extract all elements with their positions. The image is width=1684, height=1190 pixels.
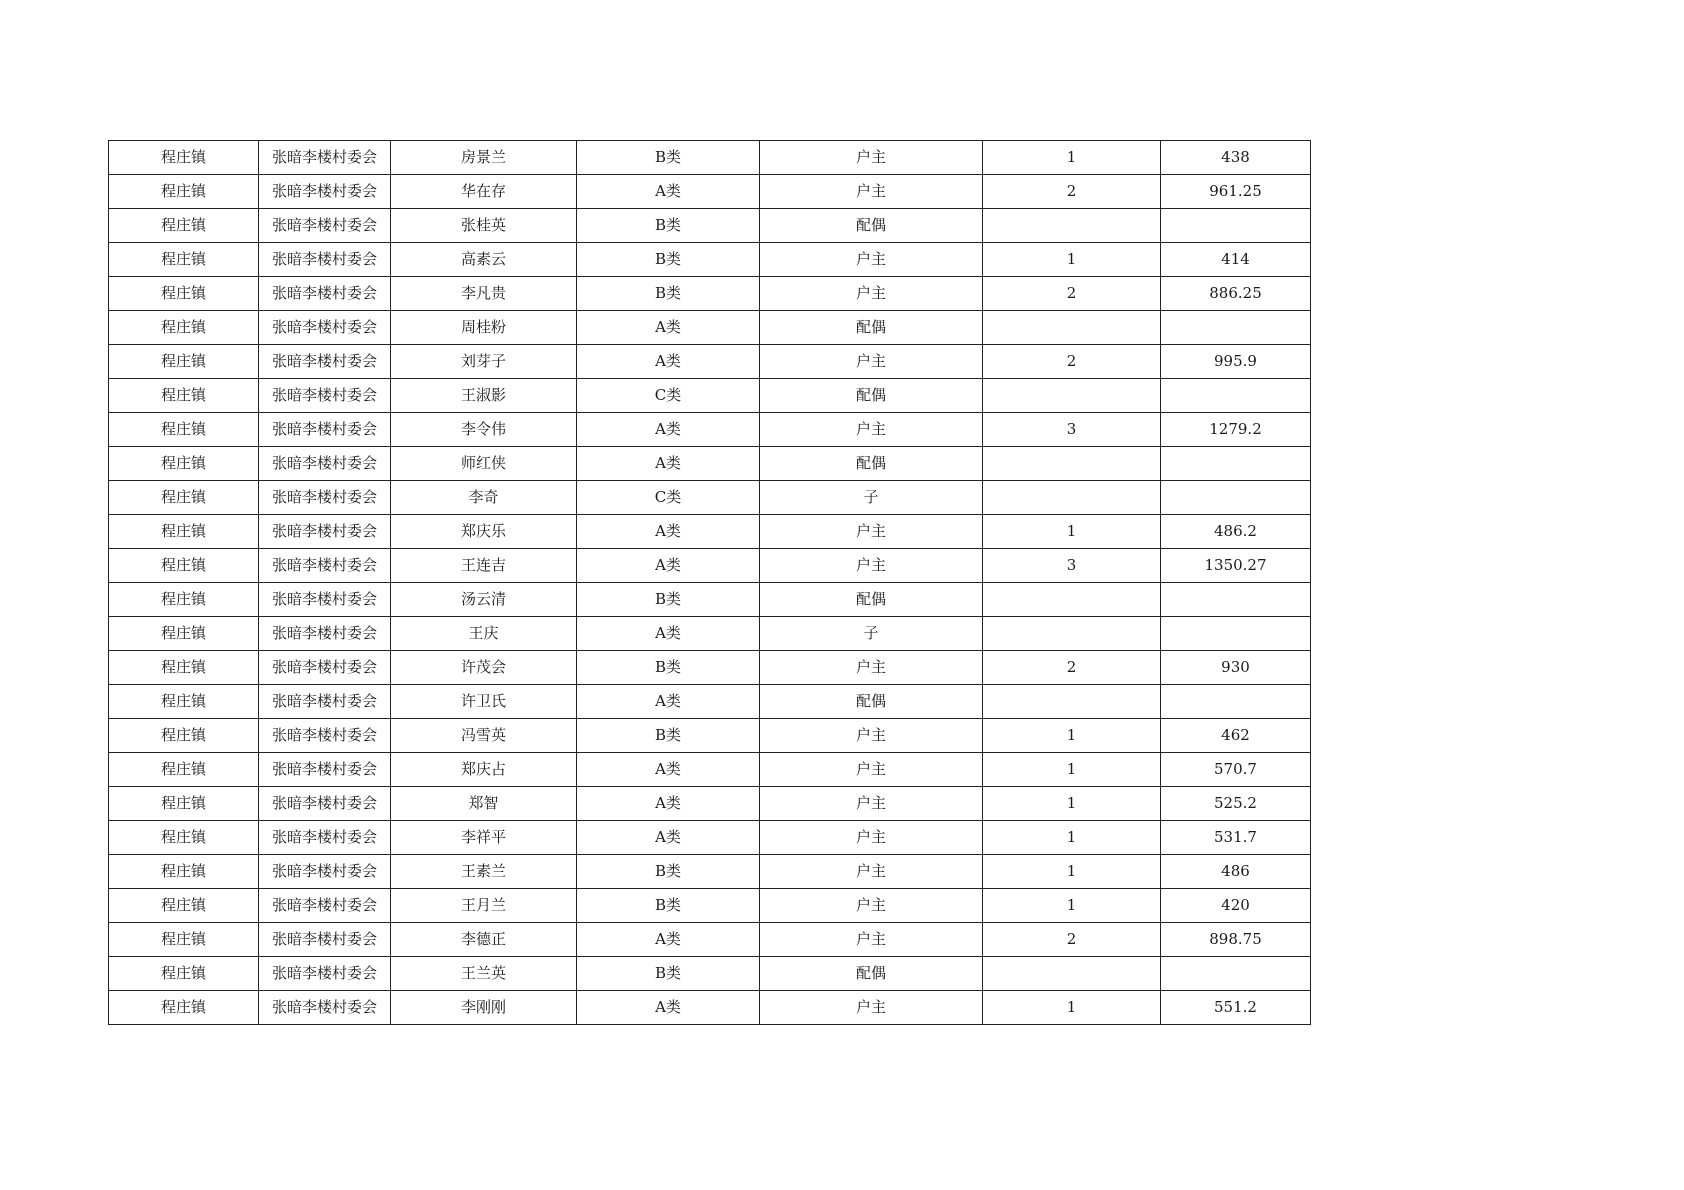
name-cell: 周桂粉	[391, 311, 577, 345]
name-cell: 刘芽子	[391, 345, 577, 379]
relation-cell: 配偶	[760, 311, 983, 345]
relation-cell: 户主	[760, 787, 983, 821]
amount-cell: 525.2	[1161, 787, 1311, 821]
household-size-cell: 1	[983, 753, 1161, 787]
name-cell: 李祥平	[391, 821, 577, 855]
household-size-cell	[983, 379, 1161, 413]
relation-cell: 配偶	[760, 583, 983, 617]
amount-cell: 486.2	[1161, 515, 1311, 549]
household-size-cell: 1	[983, 889, 1161, 923]
category-cell: A类	[577, 787, 760, 821]
table-row	[109, 719, 1311, 753]
household-size-cell: 3	[983, 549, 1161, 583]
name-cell: 郑庆占	[391, 753, 577, 787]
category-cell: A类	[577, 753, 760, 787]
name-cell: 许茂会	[391, 651, 577, 685]
town-cell: 程庄镇	[109, 923, 259, 957]
table-row	[109, 651, 1311, 685]
table-row	[109, 481, 1311, 515]
town-cell: 程庄镇	[109, 821, 259, 855]
category-cell: A类	[577, 821, 760, 855]
village-committee-cell: 张暗李楼村委会	[259, 413, 391, 447]
name-cell: 郑智	[391, 787, 577, 821]
relation-cell: 户主	[760, 719, 983, 753]
category-cell: A类	[577, 991, 760, 1025]
relation-cell: 户主	[760, 651, 983, 685]
village-committee-cell: 张暗李楼村委会	[259, 787, 391, 821]
amount-cell: 531.7	[1161, 821, 1311, 855]
relation-cell: 子	[760, 617, 983, 651]
relation-cell: 户主	[760, 515, 983, 549]
amount-cell: 995.9	[1161, 345, 1311, 379]
table-row	[109, 889, 1311, 923]
category-cell: A类	[577, 549, 760, 583]
household-size-cell: 2	[983, 651, 1161, 685]
household-size-cell: 2	[983, 345, 1161, 379]
household-size-cell	[983, 583, 1161, 617]
household-size-cell: 1	[983, 243, 1161, 277]
relation-cell: 户主	[760, 923, 983, 957]
village-committee-cell: 张暗李楼村委会	[259, 243, 391, 277]
household-size-cell	[983, 685, 1161, 719]
table-row	[109, 787, 1311, 821]
amount-cell: 886.25	[1161, 277, 1311, 311]
name-cell: 王兰英	[391, 957, 577, 991]
amount-cell: 551.2	[1161, 991, 1311, 1025]
amount-cell: 930	[1161, 651, 1311, 685]
village-committee-cell: 张暗李楼村委会	[259, 821, 391, 855]
town-cell: 程庄镇	[109, 889, 259, 923]
table-row	[109, 855, 1311, 889]
town-cell: 程庄镇	[109, 141, 259, 175]
village-committee-cell: 张暗李楼村委会	[259, 141, 391, 175]
household-size-cell: 1	[983, 991, 1161, 1025]
table-row	[109, 515, 1311, 549]
amount-cell: 462	[1161, 719, 1311, 753]
relation-cell: 户主	[760, 855, 983, 889]
town-cell: 程庄镇	[109, 957, 259, 991]
village-committee-cell: 张暗李楼村委会	[259, 651, 391, 685]
category-cell: B类	[577, 277, 760, 311]
category-cell: B类	[577, 855, 760, 889]
table-row	[109, 209, 1311, 243]
amount-cell	[1161, 481, 1311, 515]
town-cell: 程庄镇	[109, 311, 259, 345]
amount-cell: 898.75	[1161, 923, 1311, 957]
amount-cell	[1161, 685, 1311, 719]
household-size-cell: 3	[983, 413, 1161, 447]
village-committee-cell: 张暗李楼村委会	[259, 515, 391, 549]
table-row	[109, 413, 1311, 447]
household-size-cell: 2	[983, 277, 1161, 311]
table-body	[109, 141, 1311, 1025]
village-committee-cell: 张暗李楼村委会	[259, 685, 391, 719]
household-size-cell	[983, 311, 1161, 345]
amount-cell	[1161, 447, 1311, 481]
amount-cell: 961.25	[1161, 175, 1311, 209]
relation-cell: 子	[760, 481, 983, 515]
name-cell: 王连吉	[391, 549, 577, 583]
amount-cell	[1161, 617, 1311, 651]
amount-cell	[1161, 379, 1311, 413]
amount-cell	[1161, 209, 1311, 243]
household-size-cell	[983, 447, 1161, 481]
household-table	[108, 140, 1311, 1025]
name-cell: 李令伟	[391, 413, 577, 447]
village-committee-cell: 张暗李楼村委会	[259, 991, 391, 1025]
relation-cell: 户主	[760, 753, 983, 787]
village-committee-cell: 张暗李楼村委会	[259, 889, 391, 923]
town-cell: 程庄镇	[109, 243, 259, 277]
village-committee-cell: 张暗李楼村委会	[259, 481, 391, 515]
household-size-cell	[983, 617, 1161, 651]
town-cell: 程庄镇	[109, 481, 259, 515]
category-cell: A类	[577, 447, 760, 481]
name-cell: 王淑影	[391, 379, 577, 413]
village-committee-cell: 张暗李楼村委会	[259, 447, 391, 481]
relation-cell: 户主	[760, 243, 983, 277]
amount-cell: 438	[1161, 141, 1311, 175]
amount-cell: 486	[1161, 855, 1311, 889]
relation-cell: 配偶	[760, 685, 983, 719]
category-cell: A类	[577, 175, 760, 209]
town-cell: 程庄镇	[109, 685, 259, 719]
name-cell: 李德正	[391, 923, 577, 957]
village-committee-cell: 张暗李楼村委会	[259, 209, 391, 243]
town-cell: 程庄镇	[109, 413, 259, 447]
category-cell: A类	[577, 345, 760, 379]
name-cell: 高素云	[391, 243, 577, 277]
village-committee-cell: 张暗李楼村委会	[259, 345, 391, 379]
table-row	[109, 243, 1311, 277]
village-committee-cell: 张暗李楼村委会	[259, 583, 391, 617]
relation-cell: 配偶	[760, 447, 983, 481]
table-row	[109, 277, 1311, 311]
category-cell: A类	[577, 311, 760, 345]
relation-cell: 配偶	[760, 379, 983, 413]
table-row	[109, 991, 1311, 1025]
name-cell: 张桂英	[391, 209, 577, 243]
town-cell: 程庄镇	[109, 583, 259, 617]
name-cell: 师红侠	[391, 447, 577, 481]
category-cell: B类	[577, 719, 760, 753]
village-committee-cell: 张暗李楼村委会	[259, 311, 391, 345]
amount-cell: 420	[1161, 889, 1311, 923]
table-row	[109, 957, 1311, 991]
town-cell: 程庄镇	[109, 447, 259, 481]
relation-cell: 户主	[760, 413, 983, 447]
town-cell: 程庄镇	[109, 719, 259, 753]
category-cell: A类	[577, 515, 760, 549]
table-row	[109, 311, 1311, 345]
relation-cell: 户主	[760, 141, 983, 175]
table-row	[109, 821, 1311, 855]
village-committee-cell: 张暗李楼村委会	[259, 957, 391, 991]
table-row	[109, 583, 1311, 617]
town-cell: 程庄镇	[109, 345, 259, 379]
relation-cell: 户主	[760, 821, 983, 855]
relation-cell: 户主	[760, 175, 983, 209]
name-cell: 李奇	[391, 481, 577, 515]
village-committee-cell: 张暗李楼村委会	[259, 175, 391, 209]
village-committee-cell: 张暗李楼村委会	[259, 549, 391, 583]
town-cell: 程庄镇	[109, 209, 259, 243]
town-cell: 程庄镇	[109, 549, 259, 583]
village-committee-cell: 张暗李楼村委会	[259, 379, 391, 413]
village-committee-cell: 张暗李楼村委会	[259, 753, 391, 787]
name-cell: 许卫氏	[391, 685, 577, 719]
name-cell: 房景兰	[391, 141, 577, 175]
household-size-cell: 1	[983, 787, 1161, 821]
town-cell: 程庄镇	[109, 617, 259, 651]
household-size-cell: 1	[983, 719, 1161, 753]
amount-cell	[1161, 957, 1311, 991]
household-size-cell: 2	[983, 175, 1161, 209]
name-cell: 王素兰	[391, 855, 577, 889]
category-cell: B类	[577, 957, 760, 991]
table-row	[109, 447, 1311, 481]
name-cell: 汤云清	[391, 583, 577, 617]
amount-cell	[1161, 583, 1311, 617]
relation-cell: 户主	[760, 889, 983, 923]
household-size-cell: 1	[983, 821, 1161, 855]
category-cell: A类	[577, 413, 760, 447]
household-size-cell: 2	[983, 923, 1161, 957]
category-cell: C类	[577, 379, 760, 413]
village-committee-cell: 张暗李楼村委会	[259, 923, 391, 957]
table-row	[109, 345, 1311, 379]
town-cell: 程庄镇	[109, 175, 259, 209]
village-committee-cell: 张暗李楼村委会	[259, 855, 391, 889]
town-cell: 程庄镇	[109, 651, 259, 685]
table-row	[109, 617, 1311, 651]
category-cell: B类	[577, 583, 760, 617]
name-cell: 李刚刚	[391, 991, 577, 1025]
name-cell: 冯雪英	[391, 719, 577, 753]
household-size-cell	[983, 957, 1161, 991]
category-cell: A类	[577, 685, 760, 719]
name-cell: 华在存	[391, 175, 577, 209]
table-row	[109, 753, 1311, 787]
household-size-cell: 1	[983, 141, 1161, 175]
amount-cell: 1350.27	[1161, 549, 1311, 583]
table-row	[109, 141, 1311, 175]
category-cell: B类	[577, 651, 760, 685]
town-cell: 程庄镇	[109, 515, 259, 549]
table-row	[109, 549, 1311, 583]
household-size-cell	[983, 481, 1161, 515]
town-cell: 程庄镇	[109, 753, 259, 787]
amount-cell: 414	[1161, 243, 1311, 277]
category-cell: C类	[577, 481, 760, 515]
name-cell: 王月兰	[391, 889, 577, 923]
category-cell: B类	[577, 209, 760, 243]
category-cell: B类	[577, 243, 760, 277]
household-size-cell	[983, 209, 1161, 243]
relation-cell: 户主	[760, 345, 983, 379]
category-cell: B类	[577, 141, 760, 175]
category-cell: A类	[577, 923, 760, 957]
village-committee-cell: 张暗李楼村委会	[259, 617, 391, 651]
relation-cell: 户主	[760, 277, 983, 311]
table-row	[109, 175, 1311, 209]
amount-cell	[1161, 311, 1311, 345]
table-row	[109, 923, 1311, 957]
name-cell: 李凡贵	[391, 277, 577, 311]
amount-cell: 1279.2	[1161, 413, 1311, 447]
table-row	[109, 379, 1311, 413]
table-row	[109, 685, 1311, 719]
name-cell: 王庆	[391, 617, 577, 651]
village-committee-cell: 张暗李楼村委会	[259, 277, 391, 311]
relation-cell: 配偶	[760, 957, 983, 991]
relation-cell: 户主	[760, 549, 983, 583]
household-size-cell: 1	[983, 515, 1161, 549]
town-cell: 程庄镇	[109, 277, 259, 311]
household-size-cell: 1	[983, 855, 1161, 889]
relation-cell: 户主	[760, 991, 983, 1025]
category-cell: A类	[577, 617, 760, 651]
name-cell: 郑庆乐	[391, 515, 577, 549]
category-cell: B类	[577, 889, 760, 923]
town-cell: 程庄镇	[109, 855, 259, 889]
relation-cell: 配偶	[760, 209, 983, 243]
town-cell: 程庄镇	[109, 379, 259, 413]
town-cell: 程庄镇	[109, 991, 259, 1025]
village-committee-cell: 张暗李楼村委会	[259, 719, 391, 753]
amount-cell: 570.7	[1161, 753, 1311, 787]
town-cell: 程庄镇	[109, 787, 259, 821]
